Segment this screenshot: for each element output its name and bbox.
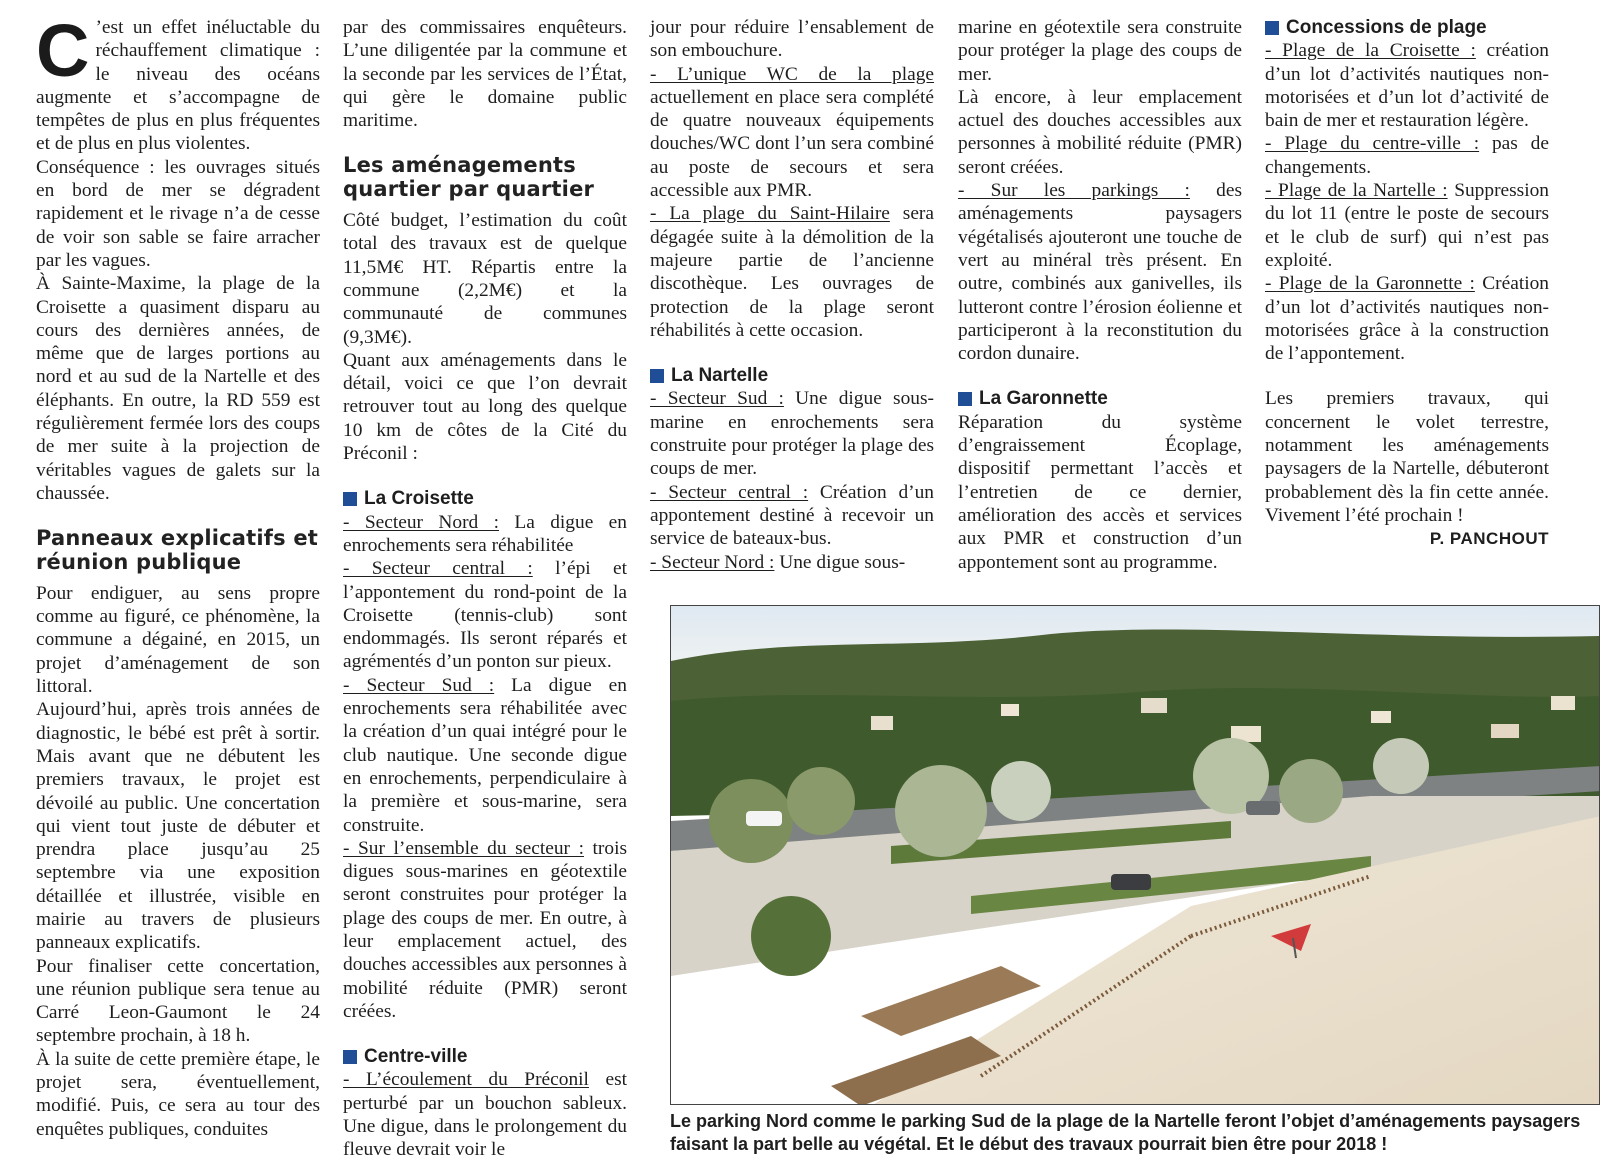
- article-photo: [670, 605, 1600, 1105]
- paragraph: marine en géotextile sera construite pour protéger la plage des coups de mer.: [958, 17, 1242, 85]
- paragraph: Côté budget, l’estimation du coût total des travaux est de quelque 11,5M€ HT. Répartis entre la commune (2,2M€) et la communauté de communes (9,3M€).: [343, 210, 627, 348]
- section-heading-croisette: La Croisette: [343, 487, 627, 510]
- author-signature: P. PANCHOUT: [1429, 529, 1549, 549]
- list-item: - Secteur Sud : La digue en enrochements sera réhabilitée avec la création d’un quai intégré pour le club nautique. Une seconde digue en enrochements, perpendiculaire à la première et sous-marine, sera construite.: [343, 674, 627, 836]
- list-item: - Sur l’ensemble du secteur : trois digues sous-marines en géotextile seront construites pour protéger la plage des coups de mer. En outre, à leur emplacement actuel, des douches accessibles aux personnes à mobilité réduite (PMR) seront créées.: [343, 837, 628, 1022]
- intro-paragraph: C ’est un effet inéluctable du réchauffement climatique : le niveau des océans augmente et s’accompagne de tempêtes de plus en plus fréquentes et de plus en plus violentes.: [36, 9, 320, 155]
- article-column-1: [36, 9, 320, 1141]
- list-item: - Secteur Nord : Une digue sous-: [650, 551, 906, 573]
- paragraph: À la suite de cette première étape, le projet sera, éventuellement, modifié. Puis, ce sera au tour des enquêtes publiques, conduites: [36, 1048, 320, 1140]
- subheading-amenagements: Les aménagements quartier par quartier: [343, 153, 595, 201]
- paragraph: par des commissaires enquêteurs. L’une diligentée par la commune et la seconde par les services de l’État, qui gère le domaine public maritime.: [343, 17, 627, 132]
- paragraph: Quant aux aménagements dans le détail, voici ce que l’on devrait retrouver tout au long des quelque 10 km de côtes de la Cité du Préconil :: [343, 349, 627, 465]
- paragraph: jour pour réduire l’ensablement de son embouchure.: [650, 17, 934, 62]
- section-square-icon: [958, 392, 972, 406]
- section-heading-nartelle: La Nartelle: [650, 364, 934, 387]
- section-square-icon: [343, 492, 357, 506]
- list-item: - Plage de la Croisette : création d’un lot d’activités nautiques non-motorisées et d’un lot d’activité de bain de mer et restauration légère.: [1265, 40, 1549, 132]
- section-square-icon: [650, 369, 664, 383]
- paragraph: Là encore, à leur emplacement actuel des douches accessibles aux personnes à mobilité réduite (PMR) seront créées.: [958, 86, 1242, 178]
- photo-caption: Le parking Nord comme le parking Sud de la plage de la Nartelle feront l’objet d’aménagements paysagers faisant la part belle au végétal. Et le début des travaux pourrait bien être pour 2018 !: [670, 1111, 1581, 1154]
- section-square-icon: [1265, 21, 1279, 35]
- section-heading-garonnette: La Garonnette: [958, 387, 1242, 410]
- article-column-2: [343, 16, 627, 1162]
- article-column-5: [1265, 16, 1549, 551]
- subheading-panneaux: Panneaux explicatifs et réunion publique: [36, 526, 319, 574]
- section-heading-centre-ville: Centre-ville: [343, 1045, 627, 1068]
- list-item: - Plage du centre-ville : pas de changements.: [1265, 133, 1549, 178]
- list-item: - Secteur Sud : Une digue sous-marine en enrochements sera construite pour protéger la plage des coups de mer.: [650, 388, 934, 480]
- list-item: - Secteur central : l’épi et l’appontement du rond-point de la Croisette (tennis-club) sont endommagés. Ils seront réparés et agrémentés d’un ponton sur pieux.: [343, 558, 627, 673]
- section-heading-concessions: Concessions de plage: [1265, 16, 1549, 39]
- article-column-3: [650, 16, 934, 574]
- paragraph: Conséquence : les ouvrages situés en bord de mer se dégradent rapidement et le rivage n’a de cesse de voir son sable se faire arracher par les vagues.: [36, 156, 320, 271]
- paragraph: Pour endiguer, au sens propre comme au figuré, ce phénomène, la commune a dégainé, en 2015, un projet d’aménagement de son littoral.: [36, 582, 320, 698]
- paragraph: Les premiers travaux, qui concernent le volet terrestre, notamment les aménagements paysagers de la Nartelle, débuteront probablement dès la fin cette année. Vivement l’été prochain !: [1265, 388, 1549, 526]
- section-square-icon: [343, 1050, 357, 1064]
- list-item: - Secteur central : Création d’un appontement destiné à recevoir un service de bateaux-bus.: [650, 481, 934, 550]
- paragraph: Pour finaliser cette concertation, une réunion publique sera tenue au Carré Leon-Gaumont le 24 septembre prochain, à 18 h.: [36, 955, 320, 1047]
- paragraph: Aujourd’hui, après trois années de diagnostic, le bébé est prêt à sortir. Mais avant que ne débutent les premiers travaux, le projet est dévoilé au public. Une concertation qui vient tout juste de débuter et prendra place jusqu’au 25 septembre via une exposition détaillée et illustrée, visible en mairie au travers de plusieurs panneaux explicatifs.: [36, 699, 320, 954]
- list-item: - L’unique WC de la plage actuellement en place sera complété de quatre nouveaux équipements douches/WC dont l’un sera combiné au poste de secours et sera accessible aux PMR.: [650, 63, 934, 202]
- list-item: - La plage du Saint-Hilaire sera dégagée suite à la démolition de la majeure partie de l’ancienne discothèque. Les ouvrages de protection de la plage seront réhabilités à cette occasion.: [650, 203, 934, 341]
- list-item: - Secteur Nord : La digue en enrochements sera réhabilitée: [343, 511, 627, 556]
- article-column-4: [958, 16, 1242, 574]
- list-item: - Plage de la Nartelle : Suppression du lot 11 (entre le poste de secours et le club de surf) qui n’est pas exploité.: [1265, 180, 1550, 271]
- beach-parking-rendering: [671, 606, 1600, 1105]
- list-item: - Plage de la Garonnette : Création d’un lot d’activités nautiques non-motorisées grâce à la construction de l’appontement.: [1265, 273, 1549, 365]
- paragraph: À Sainte-Maxime, la plage de la Croisette a quasiment disparu au cours des dernières années, de même que de larges portions au nord et au sud de la Nartelle et des éléphants. En outre, la RD 559 est régulièrement fermée lors des coups de mer suite à la projection de véritables vagues de galets sur la chaussée.: [36, 273, 320, 504]
- drop-cap: C: [36, 9, 90, 92]
- list-item: - L’écoulement du Préconil est perturbé par un bouchon sableux. Une digue, dans le prolongement du fleuve devrait voir le: [343, 1069, 628, 1161]
- list-item: - Sur les parkings : des aménagements paysagers végétalisés ajouteront une touche de vert au minéral très présent. En outre, combinés aux ganivelles, ils lutteront contre l’érosion éolienne et participeront à la reconstitution du cordon dunaire.: [958, 180, 1242, 365]
- paragraph: Réparation du système d’engraissement Écoplage, dispositif permettant l’accès et l’entretien de ce dernier, amélioration des accès et services aux PMR et construction d’un appontement sont au programme.: [958, 411, 1242, 573]
